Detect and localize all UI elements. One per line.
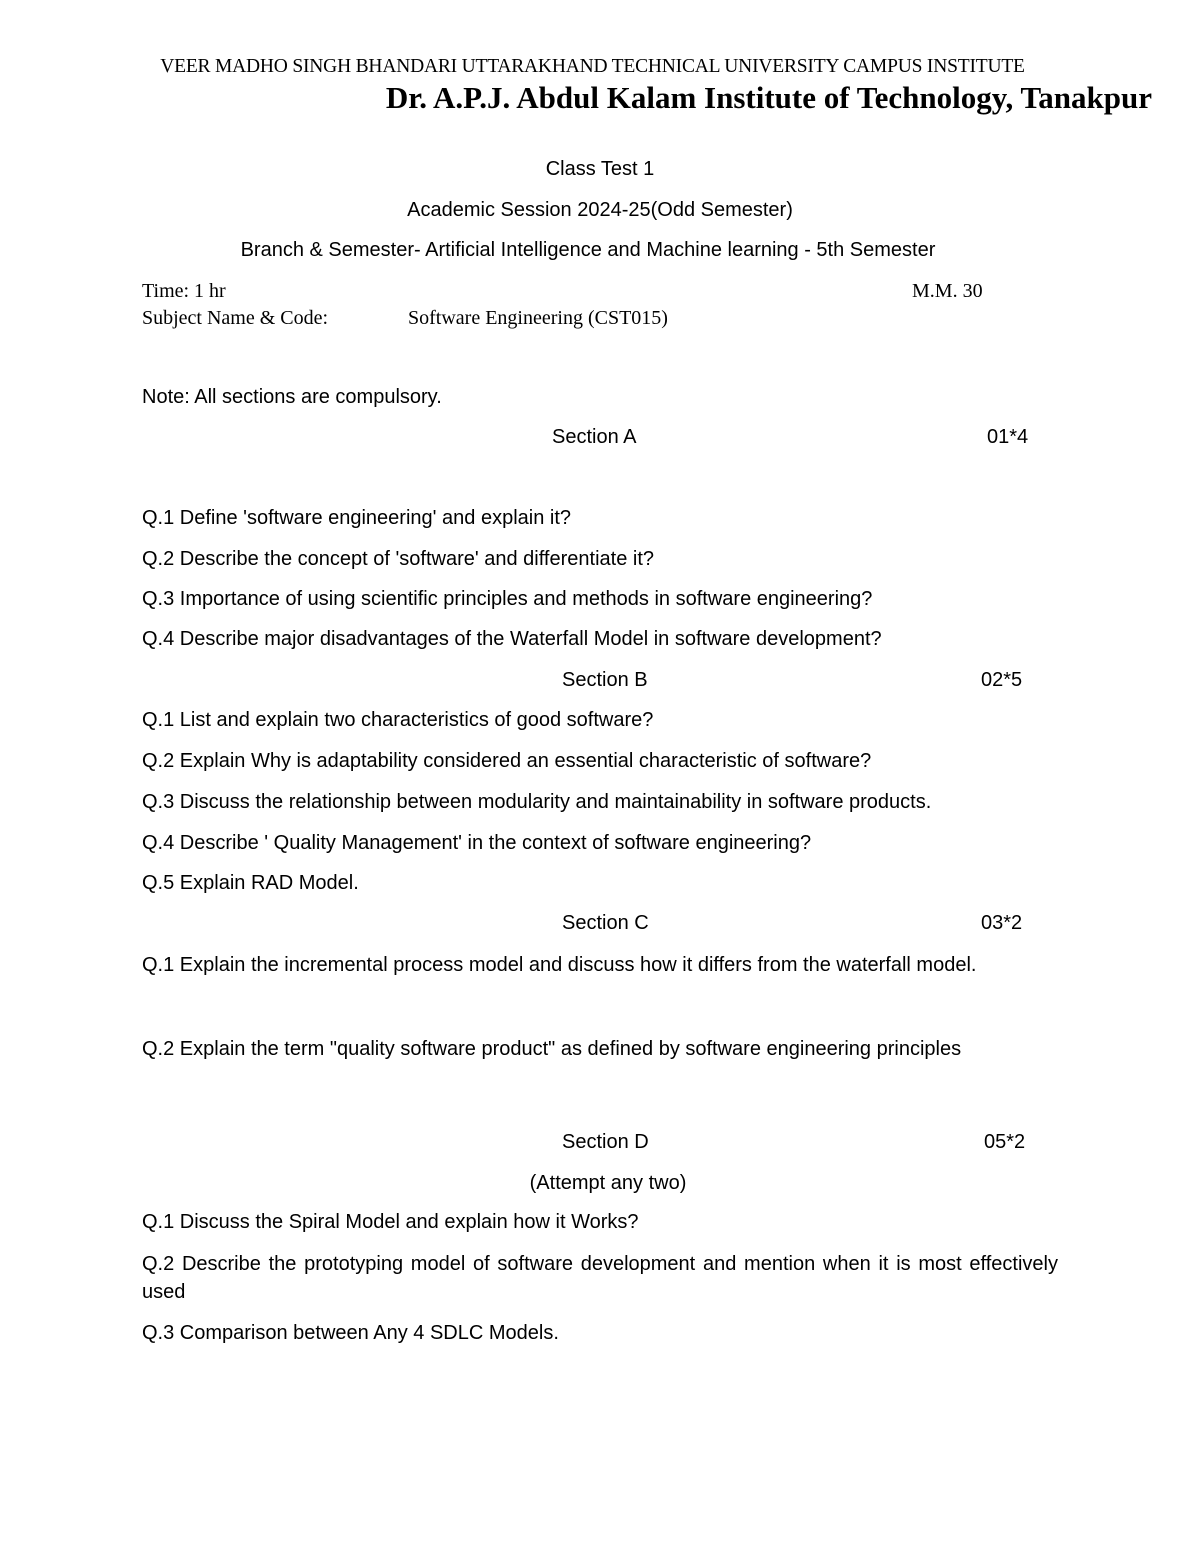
section-d-marks: 05*2 (984, 1131, 1026, 1153)
question-b3: Q.3 Discuss the relationship between modularity and maintainability in software products. (142, 791, 932, 813)
university-name: VEER MADHO SINGH BHANDARI UTTARAKHAND TECHNICAL UNIVERSITY CAMPUS INSTITUTE (160, 56, 1025, 77)
question-a1: Q.1 Define 'software engineering' and explain it? (142, 507, 572, 529)
max-marks: M.M. 30 (912, 280, 983, 302)
exam-title: Class Test 1 (545, 158, 655, 180)
section-d-instruction: (Attempt any two) (529, 1172, 687, 1194)
question-b5: Q.5 Explain RAD Model. (142, 872, 359, 894)
question-a3: Q.3 Importance of using scientific principles and methods in software engineering? (142, 588, 873, 610)
question-b2: Q.2 Explain Why is adaptability considered an essential characteristic of software? (142, 750, 872, 772)
section-c-marks: 03*2 (981, 912, 1023, 934)
section-b-title: Section B (562, 669, 648, 691)
note: Note: All sections are compulsory. (142, 386, 442, 408)
question-d1: Q.1 Discuss the Spiral Model and explain how it Works? (142, 1211, 639, 1233)
academic-session: Academic Session 2024-25(Odd Semester) (407, 199, 793, 221)
time-allowed: Time: 1 hr (142, 280, 226, 302)
question-d2: Q.2 Describe the prototyping model of software development and mention when it is most effectively used (142, 1253, 1058, 1303)
branch-semester: Branch & Semester- Artificial Intelligence and Machine learning - 5th Semester (240, 239, 936, 261)
question-a2: Q.2 Describe the concept of 'software' and differentiate it? (142, 548, 655, 570)
question-c1: Q.1 Explain the incremental process model and discuss how it differs from the waterfall model. (142, 954, 977, 976)
question-c2: Q.2 Explain the term "quality software product" as defined by software engineering principles (142, 1038, 962, 1060)
question-d3: Q.3 Comparison between Any 4 SDLC Models. (142, 1322, 559, 1344)
section-c-title: Section C (562, 912, 649, 934)
section-b-marks: 02*5 (981, 669, 1023, 691)
section-a-title: Section A (552, 426, 637, 448)
section-d-title: Section D (562, 1131, 649, 1153)
section-a-marks: 01*4 (987, 426, 1029, 448)
question-a4: Q.4 Describe major disadvantages of the Waterfall Model in software development? (142, 628, 882, 650)
institute-name: Dr. A.P.J. Abdul Kalam Institute of Technology, Tanakpur (385, 80, 1152, 115)
subject-value: Software Engineering (CST015) (408, 307, 668, 329)
question-b4: Q.4 Describe ' Quality Management' in the context of software engineering? (142, 832, 812, 854)
subject-label: Subject Name & Code: (142, 307, 329, 329)
question-b1: Q.1 List and explain two characteristics of good software? (142, 709, 654, 731)
